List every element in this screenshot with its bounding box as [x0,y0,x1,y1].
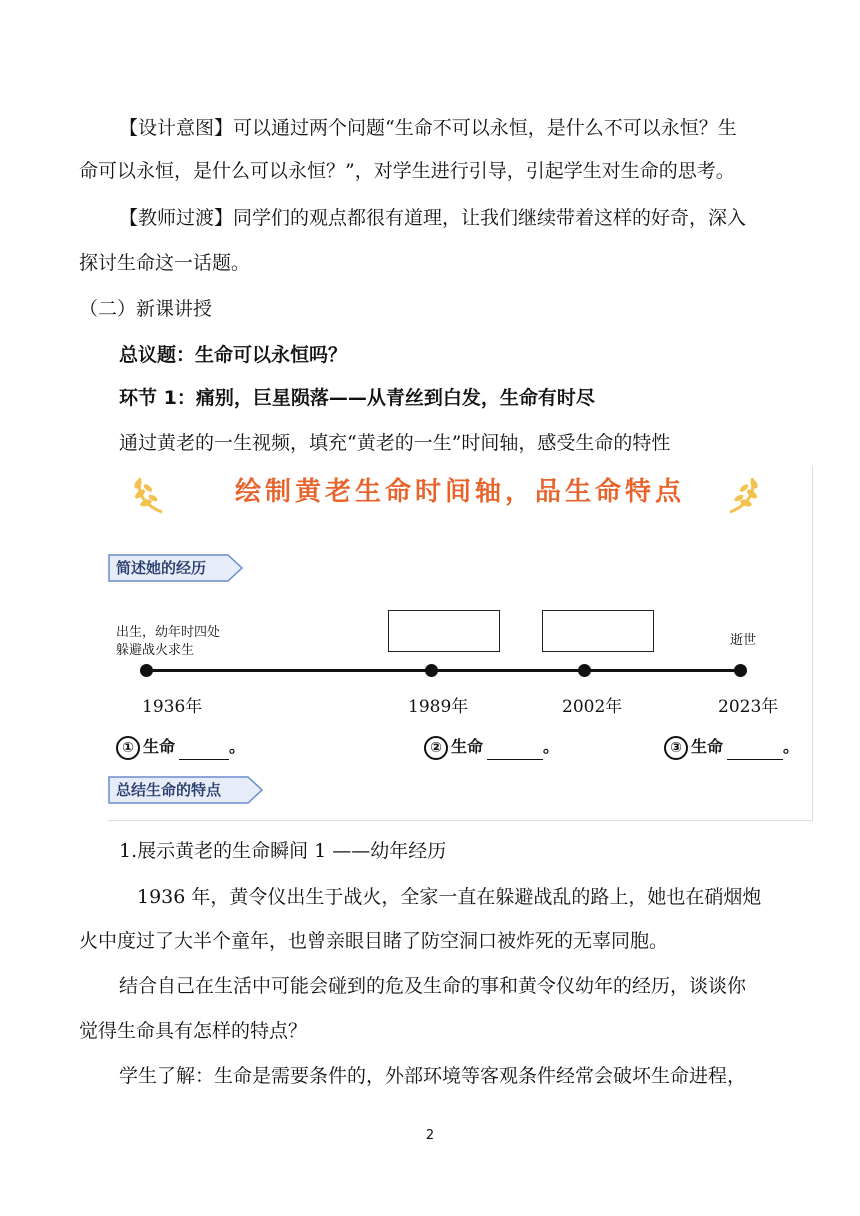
year-2023: 2023年 [718,697,779,717]
note-1936 [116,624,220,660]
number-1: ① [116,736,140,760]
tag-summary-label: 总结生命的特点 [116,781,222,799]
fill-in-2-label: 生命 [451,737,484,756]
fill-in-2 [424,734,559,760]
section-heading: （二）新课讲授 [79,298,213,320]
teacher-transition-line-1: 【教师过渡】同学们的观点都很有道理，让我们继续带着这样的好奇，深入 [119,207,747,229]
student-understanding-line-1: 学生了解：生命是需要条件的，外部环境等客观条件经常会破坏生命进程， [119,1065,747,1087]
question-line-1: 结合自己在生活中可能会碰到的危及生命的事和黄令仪幼年的经历，谈谈你 [119,975,747,997]
number-3: ③ [664,736,688,760]
question-line-2: 觉得生命具有怎样的特点？ [79,1020,308,1042]
item-1-heading: 1.展示黄老的生命瞬间 1 ——幼年经历 [119,840,447,862]
timeline-dot-1936 [140,664,153,677]
figure-title: 绘制黄老生命时间轴，品生命特点 [234,477,685,507]
timeline-dot-2023 [734,664,747,677]
note-2023: 逝世 [730,633,757,648]
blank-box-1989[interactable] [388,610,500,652]
teacher-transition-line-2: 探讨生命这一话题。 [79,252,251,274]
timeline-axis [146,669,742,672]
note-1936-line-1: 出生，幼年时四处 [116,625,221,640]
fill-in-1 [116,734,245,760]
fill-in-3-label: 生命 [691,737,724,756]
fill-in-1-label: 生命 [143,737,176,756]
fill-in-1-blank[interactable] [179,743,229,760]
year-1989: 1989年 [408,697,469,717]
design-intent-line-2: 命可以永恒，是什么可以永恒？”，对学生进行引导，引起学生对生命的思考。 [79,160,735,182]
fill-in-3-blank[interactable] [727,743,783,760]
fill-in-3-end: 。 [783,737,800,756]
laurel-right-icon [722,472,766,516]
note-1936-line-2: 躲避战火求生 [116,643,195,658]
number-2: ② [424,736,448,760]
timeline-dot-1989 [425,664,438,677]
fill-in-3 [664,734,799,760]
year-2002: 2002年 [562,697,623,717]
fill-in-1-end: 。 [229,737,246,756]
childhood-line-1: 1936 年，黄令仪出生于战火，全家一直在躲避战乱的路上，她也在硝烟炮 [137,886,762,908]
tag-experience-label: 简述她的经历 [116,559,207,577]
childhood-line-2: 火中度过了大半个童年，也曾亲眼目睹了防空洞口被炸死的无辜同胞。 [79,930,669,952]
fill-in-2-end: 。 [543,737,560,756]
fill-in-2-blank[interactable] [487,743,543,760]
design-intent-line-1: 【设计意图】可以通过两个问题“生命不可以永恒，是什么不可以永恒？生 [119,117,737,139]
timeline-figure [108,466,813,821]
tag-summary [108,776,262,804]
page-number: 2 [425,1128,435,1143]
instruction-text: 通过黄老的一生视频，填充“黄老的一生”时间轴，感受生命的特性 [119,432,671,454]
tag-experience [108,554,242,582]
topic-heading: 总议题：生命可以永恒吗？ [119,344,348,366]
blank-box-2002[interactable] [542,610,654,652]
year-1936: 1936年 [142,697,203,717]
segment-heading: 环节 1：痛别，巨星陨落——从青丝到白发，生命有时尽 [119,387,595,409]
timeline-dot-2002 [578,664,591,677]
